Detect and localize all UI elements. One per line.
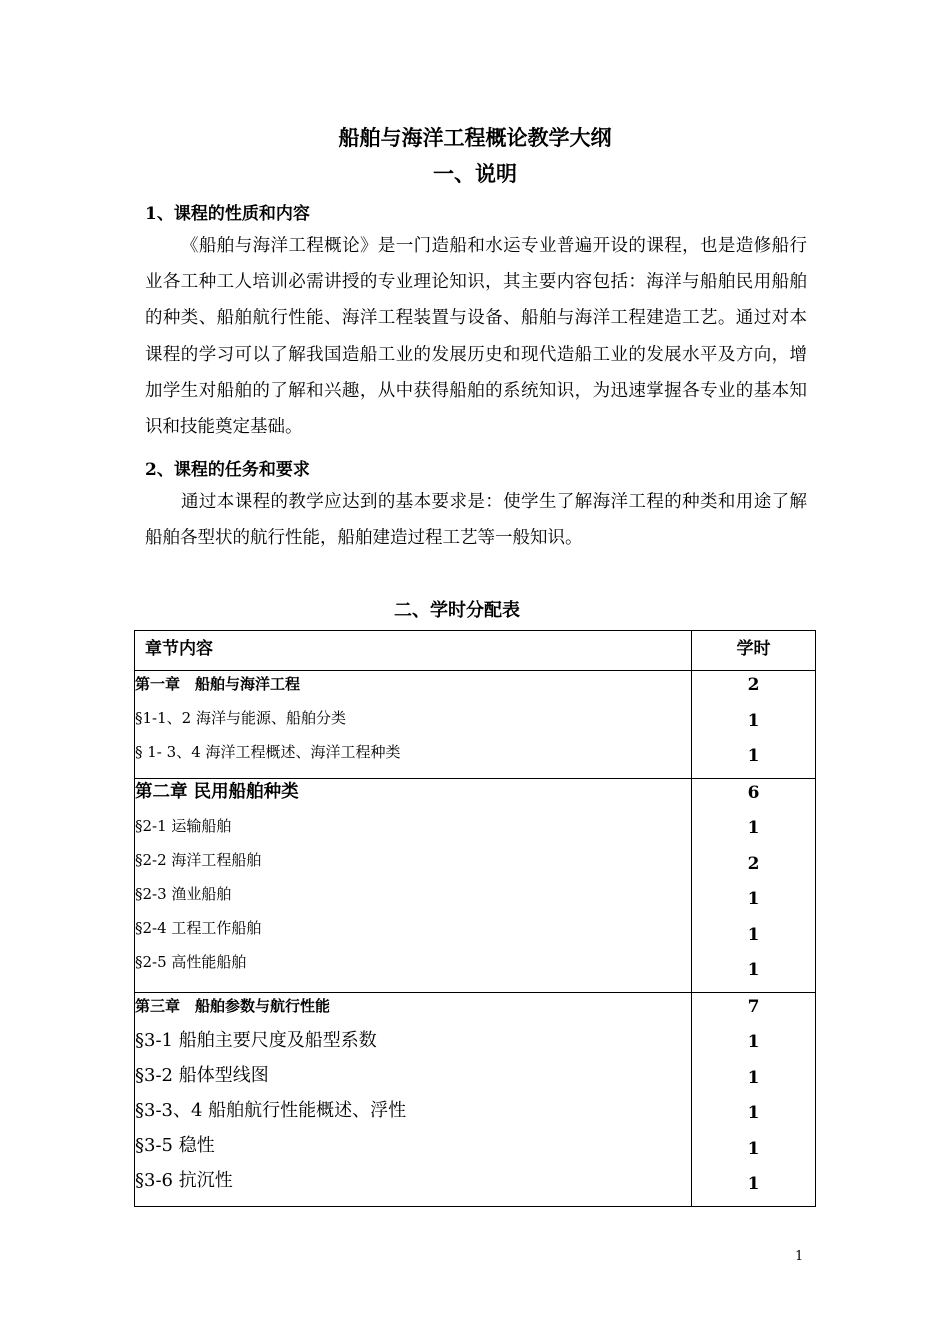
section-item: §3-1 船舶主要尺度及船型系数 [135, 1029, 377, 1051]
hours-allocation-table [134, 630, 816, 1207]
chapter-group-3 [135, 992, 816, 1206]
chapter-group-2 [135, 778, 816, 992]
section-hours: 1 [747, 1174, 760, 1194]
section-item: § 1- 3、4 海洋工程概述、海洋工程种类 [135, 743, 401, 761]
chapter-hours-cell [691, 992, 815, 1206]
chapter-content-cell [135, 778, 692, 992]
section-item: §1-1、2 海洋与能源、船舶分类 [135, 709, 346, 727]
section-item: §3-5 稳性 [135, 1135, 215, 1157]
chapter-title: 第一章 船舶与海洋工程 [135, 675, 301, 693]
chapter-hours: 6 [747, 782, 760, 803]
chapter-group-1 [135, 671, 816, 779]
section-hours: 1 [747, 1138, 760, 1159]
section-item: §3-2 船体型线图 [135, 1064, 269, 1086]
section-item: §3-6 抗沉性 [135, 1170, 233, 1192]
header-content: 章节内容 [135, 631, 692, 671]
document-title: 船舶与海洋工程概论教学大纲 [338, 125, 612, 150]
table-header-row [135, 631, 816, 671]
section-item: §2-5 高性能船舶 [135, 952, 247, 971]
chapter-content-cell [135, 992, 692, 1206]
section-hours: 1 [747, 1032, 760, 1052]
section-hours: 1 [747, 710, 760, 731]
section-item: §2-3 渔业船舶 [135, 884, 232, 903]
section-item: §3-3、4 船舶航行性能概述、浮性 [135, 1100, 407, 1122]
section-hours: 1 [747, 818, 760, 838]
section-item: §2-1 运输船舶 [135, 816, 232, 835]
section-hours: 1 [747, 746, 760, 766]
section-hours: 1 [747, 1067, 760, 1088]
section-hours: 1 [747, 1103, 760, 1123]
section-hours: 1 [747, 960, 760, 980]
section-title-explanation: 一、说明 [433, 161, 517, 186]
heading-course-nature: 1、课程的性质和内容 [145, 204, 310, 224]
section-hours: 1 [747, 889, 760, 909]
page-number: 1 [795, 1249, 804, 1264]
paragraph-course-tasks: 通过本课程的教学应达到的基本要求是：使学生了解海洋工程的种类和用途了解船舶各型状的航行性能，船舶建造过程工艺等一般知识。 [145, 492, 807, 549]
header-hours: 学时 [691, 631, 815, 671]
chapter-hours-cell [691, 778, 815, 992]
section-item: §2-2 海洋工程船舶 [135, 850, 262, 869]
chapter-hours: 2 [747, 675, 760, 695]
chapter-hours: 7 [747, 996, 760, 1017]
section-title-hours-table: 二、学时分配表 [394, 600, 520, 621]
heading-course-tasks: 2、课程的任务和要求 [145, 460, 310, 480]
section-item: §2-4 工程工作船舶 [135, 918, 262, 937]
paragraph-course-nature: 《船舶与海洋工程概论》是一门造船和水运专业普遍开设的课程，也是造修船行业各工种工人培训必需讲授的专业理论知识，其主要内容包括：海洋与船舶民用船舶的种类、船舶航行性能、海洋工程装置与设备、船舶与海洋工程建造工艺。通过对本课程的学习可以了解我国造船工业的发展历史和现代造船工业的发展水平及方向，增加学生对船舶的了解和兴趣，从中获得船舶的系统知识，为迅速掌握各专业的基本知识和技能奠定基础。 [145, 236, 807, 438]
chapter-title: 第三章 船舶参数与航行性能 [135, 996, 331, 1015]
chapter-title: 第二章 民用船舶种类 [135, 781, 299, 802]
chapter-hours-cell [691, 671, 815, 779]
chapter-content-cell [135, 671, 692, 779]
section-hours: 2 [747, 853, 760, 874]
section-hours: 1 [747, 924, 760, 945]
